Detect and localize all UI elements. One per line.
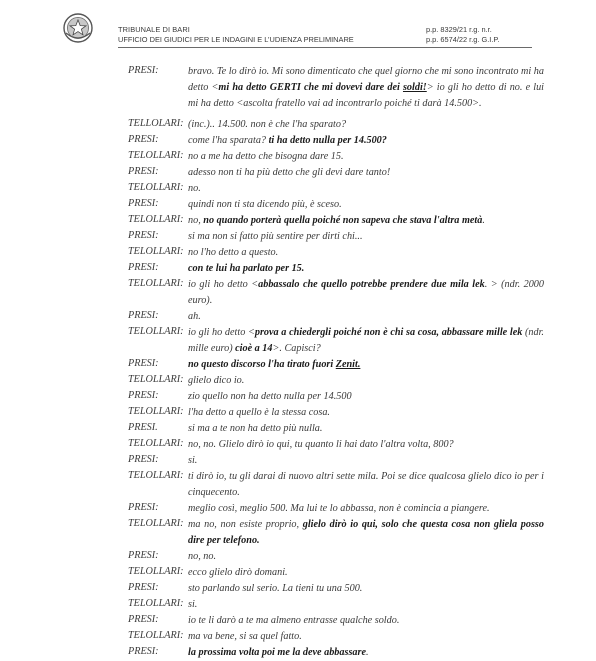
utterance-text bbox=[188, 245, 544, 261]
utterance-segment: meglio così, meglio 500. Ma lui te lo abbassa, non è comincia a piangere. bbox=[188, 503, 490, 514]
utterance-text bbox=[188, 133, 544, 149]
utterance-text bbox=[188, 437, 544, 453]
case-ref-2: p.p. 6574/22 r.g. G.I.P. bbox=[426, 35, 500, 44]
utterance-segment: no a me ha detto che bisogna dare 15. bbox=[188, 151, 344, 162]
speaker-label: PRESI: bbox=[128, 582, 159, 593]
speaker-label: TELOLLARI: bbox=[128, 566, 184, 577]
speaker-label: PRESI: bbox=[128, 310, 159, 321]
speaker-label: PRESI: bbox=[128, 646, 159, 657]
utterance-segment: si. bbox=[188, 455, 198, 466]
speaker-label: TELOLLARI: bbox=[128, 278, 184, 289]
utterance-segment: abbassalo che quello potrebbe prendere due mila lek bbox=[258, 279, 485, 290]
utterance-text bbox=[188, 629, 544, 645]
speaker-label: TELOLLARI: bbox=[128, 326, 184, 337]
utterance-segment: ma va bene, si sa quel fatto. bbox=[188, 631, 302, 642]
utterance-segment: (inc.).. 14.500. non è che l'ha sparato? bbox=[188, 119, 347, 130]
header-divider bbox=[118, 47, 532, 48]
speaker-label: TELOLLARI: bbox=[128, 150, 184, 161]
speaker-label: TELOLLARI: bbox=[128, 246, 184, 257]
utterance-segment: la prossima volta poi me la deve abbassare bbox=[188, 647, 366, 658]
utterance-segment: si ma non si fatto più sentire per dirti chi... bbox=[188, 231, 363, 242]
court-line-2: UFFICIO DEI GIUDICI PER LE INDAGINI E L’UDIENZA PRELIMINARE bbox=[118, 35, 354, 44]
utterance-text bbox=[188, 453, 544, 469]
speaker-label: PRESI: bbox=[128, 166, 159, 177]
utterance-text bbox=[188, 149, 544, 165]
speaker-label: PRESI: bbox=[128, 134, 159, 145]
speaker-label: PRESI: bbox=[128, 65, 159, 76]
utterance-segment: no, no. bbox=[188, 551, 217, 562]
utterance-segment: ti dirò io, tu gli darai di nuovo altri sette mila. Poi se dice qualcosa glielo dico io per i cinquecento. bbox=[188, 471, 544, 498]
utterance-segment: quindi non ti sta dicendo più, è sceso. bbox=[188, 199, 342, 210]
utterance-segment: . bbox=[365, 647, 369, 658]
speaker-label: PRESI: bbox=[128, 614, 159, 625]
utterance-segment: si. bbox=[188, 599, 198, 610]
court-line-1: TRIBUNALE DI BARI bbox=[118, 25, 190, 34]
utterance-text bbox=[188, 325, 544, 357]
utterance-segment: con te lui ha parlato per 15. bbox=[188, 263, 305, 274]
utterance-text bbox=[188, 181, 544, 197]
speaker-label: PRESI: bbox=[128, 502, 159, 513]
speaker-label: TELOLLARI: bbox=[128, 470, 184, 481]
utterance-segment: soldi! bbox=[402, 82, 427, 93]
utterance-segment: sto parlando sul serio. La tieni tu una 500. bbox=[188, 583, 363, 594]
utterance-text bbox=[188, 597, 544, 613]
utterance-text bbox=[188, 581, 544, 597]
utterance-text bbox=[188, 117, 544, 133]
speaker-label: PRESI: bbox=[128, 390, 159, 401]
utterance-segment: io te li darò a te ma almeno entrasse qualche soldo. bbox=[188, 615, 400, 626]
utterance-segment: (ndr. mille euro) bbox=[188, 327, 544, 354]
utterance-text bbox=[188, 261, 544, 277]
utterance-text bbox=[188, 389, 544, 405]
italian-republic-emblem-icon bbox=[62, 12, 94, 44]
utterance-segment: . bbox=[482, 215, 485, 226]
speaker-label: TELOLLARI: bbox=[128, 630, 184, 641]
utterance-segment: prova a chiedergli poiché non è chi sa cosa, abbassare mille lek bbox=[254, 327, 523, 338]
speaker-label: TELOLLARI: bbox=[128, 182, 184, 193]
utterance-text bbox=[188, 645, 544, 661]
court-name bbox=[118, 25, 354, 45]
speaker-label: TELOLLARI: bbox=[128, 518, 184, 529]
utterance-text bbox=[188, 549, 544, 565]
speaker-label: PRESI: bbox=[128, 198, 159, 209]
utterance-segment: io gli ho detto < bbox=[188, 279, 259, 290]
utterance-segment: glielo dirò io qui, solo che questa cosa non gliela posso dire per telefono. bbox=[188, 519, 544, 546]
utterance-segment: no. bbox=[188, 183, 201, 194]
utterance-segment: ecco glielo dirò domani. bbox=[188, 567, 288, 578]
utterance-text bbox=[188, 277, 544, 309]
utterance-segment: si ma a te non ha detto più nulla. bbox=[188, 423, 323, 434]
speaker-label: TELOLLARI: bbox=[128, 438, 184, 449]
speaker-label: PRESI: bbox=[128, 550, 159, 561]
utterance-segment: no questo discorso l'ha tirato fuori bbox=[188, 359, 336, 370]
case-ref-1: p.p. 8329/21 r.g. n.r. bbox=[426, 25, 492, 34]
utterance-segment: cioè a 14 bbox=[235, 343, 273, 354]
utterance-segment: ah. bbox=[188, 311, 201, 322]
utterance-segment: Zenit. bbox=[335, 359, 361, 370]
utterance-text bbox=[188, 405, 544, 421]
speaker-label: TELOLLARI: bbox=[128, 406, 184, 417]
utterance-text bbox=[188, 469, 544, 501]
utterance-segment: ti ha detto nulla per 14.500? bbox=[268, 135, 387, 146]
utterance-segment: mi ha detto GERTI che mi dovevi dare dei bbox=[218, 82, 403, 93]
speaker-label: PRESI: bbox=[128, 358, 159, 369]
utterance-segment: adesso non ti ha più detto che gli devi dare tanto! bbox=[188, 167, 391, 178]
speaker-label: TELLOLARI: bbox=[128, 118, 184, 129]
utterance-text bbox=[188, 357, 544, 373]
utterance-text bbox=[188, 501, 544, 517]
speaker-label: TELOLLARI: bbox=[128, 598, 184, 609]
utterance-segment: no, bbox=[188, 215, 204, 226]
utterance-text bbox=[188, 613, 544, 629]
speaker-label: PRESI: bbox=[128, 230, 159, 241]
utterance-segment: l'ha detto a quello è la stessa cosa. bbox=[188, 407, 330, 418]
utterance-segment: no, no. Glielo dirò io qui, tu quanto li hai dato l'altra volta, 800? bbox=[188, 439, 454, 450]
utterance-text bbox=[188, 64, 544, 112]
utterance-segment: glielo dico io. bbox=[188, 375, 245, 386]
utterance-text bbox=[188, 421, 544, 437]
utterance-text bbox=[188, 213, 544, 229]
utterance-segment: ma no, non esiste proprio, bbox=[188, 519, 303, 530]
utterance-segment: io gli ho detto < bbox=[188, 327, 255, 338]
utterance-text bbox=[188, 309, 544, 325]
utterance-text bbox=[188, 165, 544, 181]
utterance-text bbox=[188, 197, 544, 213]
speaker-label: PRESI: bbox=[128, 262, 159, 273]
utterance-segment: zio quello non ha detto nulla per 14.500 bbox=[188, 391, 352, 402]
utterance-text bbox=[188, 373, 544, 389]
speaker-label: PRESI: bbox=[128, 454, 159, 465]
case-references bbox=[426, 25, 499, 45]
utterance-segment: bravo. Te lo dirò io. Mi sono dimenticato che quel giorno che mi sono incontrato mi ha detto < bbox=[188, 66, 544, 93]
speaker-label: TELOLLARI: bbox=[128, 374, 184, 385]
utterance-segment: no quando porterà quella poiché non sapeva che stava l'altra metà bbox=[203, 215, 483, 226]
document-header bbox=[0, 0, 596, 60]
utterance-segment: no l'ho detto a questo. bbox=[188, 247, 279, 258]
utterance-text bbox=[188, 565, 544, 581]
utterance-segment: . > (ndr. 2000 euro). bbox=[188, 279, 544, 306]
speaker-label: PRESI. bbox=[128, 422, 158, 433]
utterance-text bbox=[188, 517, 544, 549]
utterance-segment: >. Capisci? bbox=[272, 343, 321, 354]
utterance-text bbox=[188, 229, 544, 245]
utterance-segment: come l'ha sparata? bbox=[188, 135, 269, 146]
speaker-label: TELOLLARI: bbox=[128, 214, 184, 225]
utterance-segment: > io gli ho detto di no. e lui mi ha detto <ascolta fratello vai ad incontrarlo poiché ti darà 14.500>. bbox=[188, 82, 545, 109]
